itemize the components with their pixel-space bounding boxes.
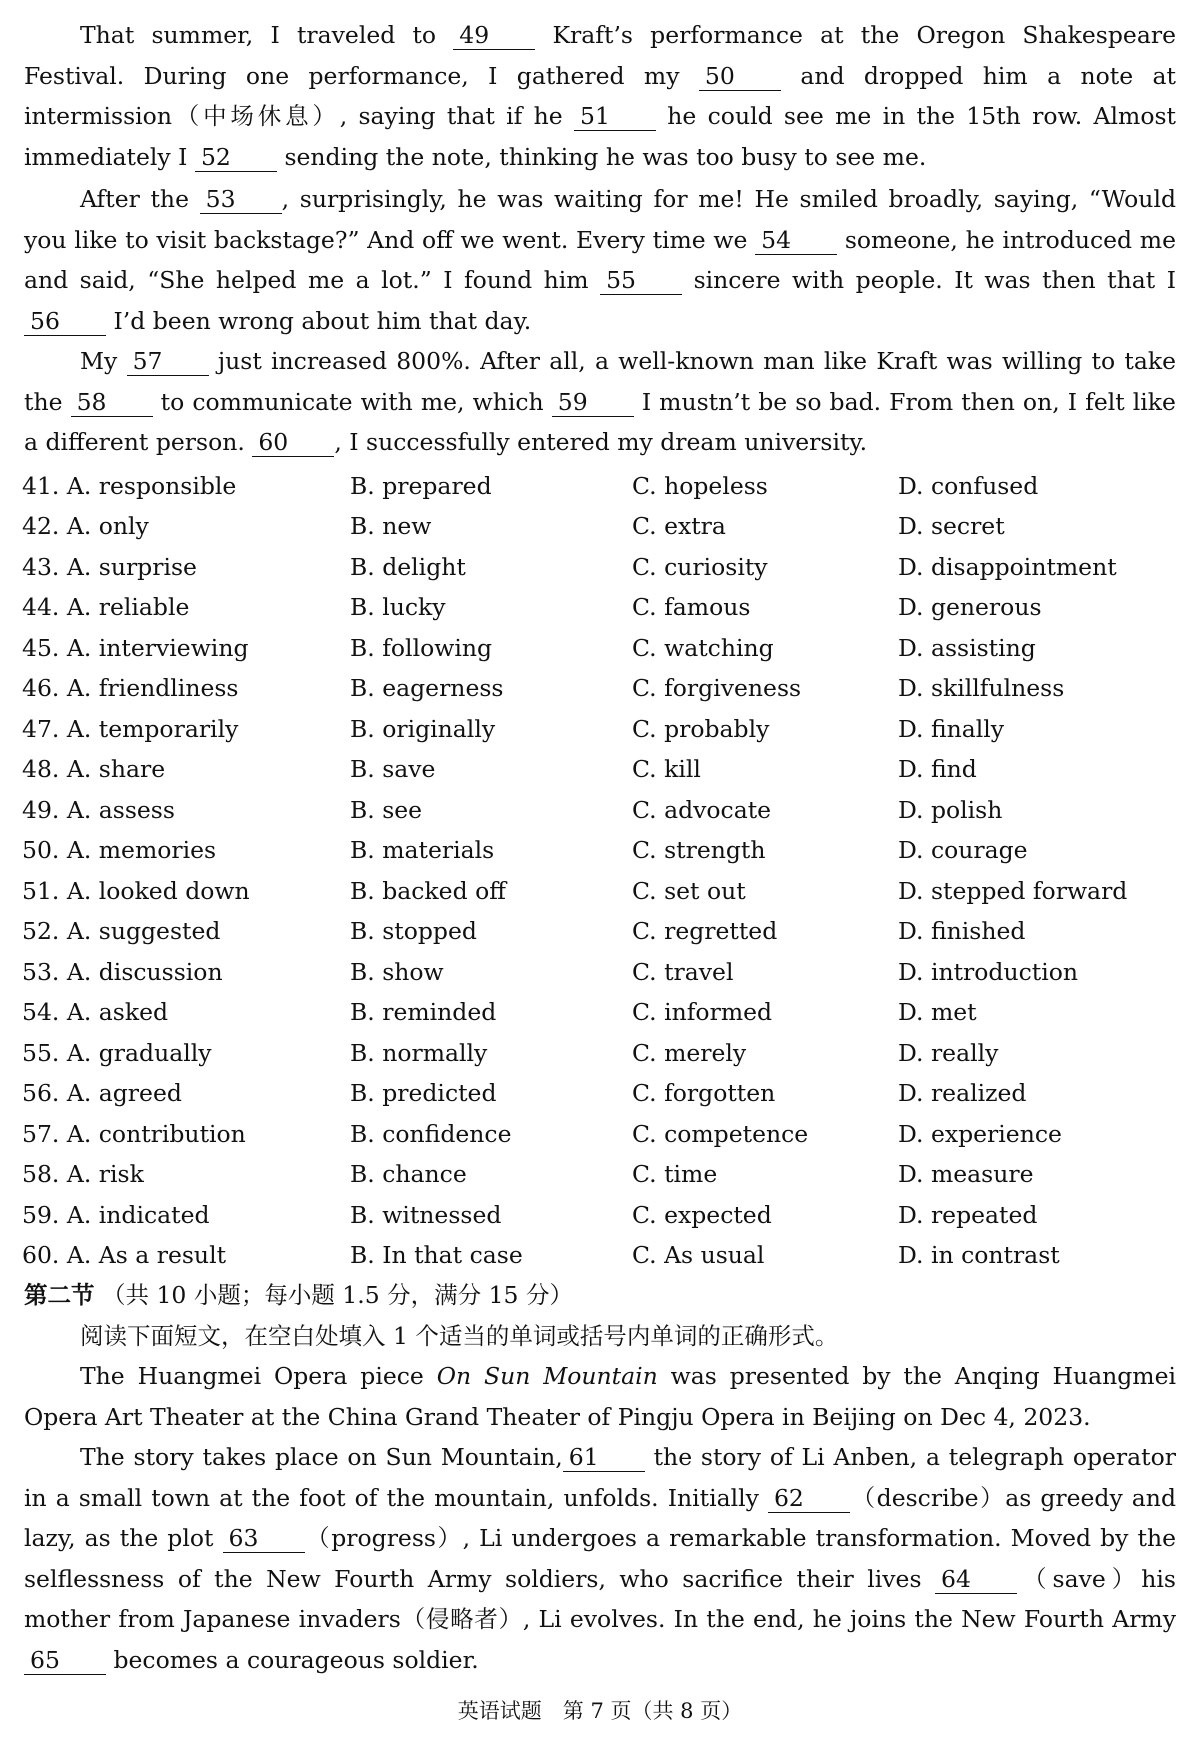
option-b: B. following xyxy=(350,634,493,662)
option-a: 52. A. suggested xyxy=(22,917,221,945)
option-row-53 xyxy=(22,952,1172,992)
option-row-60 xyxy=(22,1235,1172,1275)
text: I mustn’t be so bad. From then on, I felt like a different person. xyxy=(24,387,1176,456)
option-d: D. confused xyxy=(898,472,1039,500)
text: , surprisingly, he was waiting for me! He smiled broadly, saying, “Would you like to visit backstage?” And off we went. Every time we xyxy=(24,185,1176,254)
blank-50: 50 xyxy=(699,62,781,91)
option-b: B. reminded xyxy=(350,998,497,1026)
option-a: 53. A. discussion xyxy=(22,958,223,986)
option-row-54 xyxy=(22,992,1172,1032)
text: , I successfully entered my dream university. xyxy=(334,428,868,456)
option-b: B. predicted xyxy=(350,1079,497,1107)
option-d: D. measure xyxy=(898,1160,1034,1188)
option-b: B. In that case xyxy=(350,1241,523,1269)
option-c: C. strength xyxy=(632,836,766,864)
blank-62: 62 xyxy=(768,1484,850,1513)
option-row-46 xyxy=(22,668,1172,708)
blank-58: 58 xyxy=(71,388,153,417)
option-d: D. courage xyxy=(898,836,1028,864)
blank-55: 55 xyxy=(600,266,682,295)
option-b: B. confidence xyxy=(350,1120,512,1148)
text: After the xyxy=(80,185,189,213)
option-row-56 xyxy=(22,1073,1172,1113)
blank-51: 51 xyxy=(574,102,656,131)
option-b: B. lucky xyxy=(350,593,446,621)
option-row-47 xyxy=(22,709,1172,749)
option-d: D. finally xyxy=(898,715,1005,743)
option-a: 44. A. reliable xyxy=(22,593,190,621)
option-c: C. famous xyxy=(632,593,751,621)
option-c: C. As usual xyxy=(632,1241,765,1269)
option-a: 42. A. only xyxy=(22,512,149,540)
option-b: B. normally xyxy=(350,1039,488,1067)
option-row-49 xyxy=(22,790,1172,830)
option-c: C. expected xyxy=(632,1201,772,1229)
text: Kraft’s performance at the Oregon Shakespeare Festival. During one performance, I gathered my xyxy=(24,21,1176,90)
passage2-paragraph1 xyxy=(24,1356,1176,1437)
text: （progress）, Li undergoes a remarkable transformation. Moved by the selflessness of the New Fourth Army soldiers, who sacrifice their lives xyxy=(24,1524,1176,1593)
option-c: C. extra xyxy=(632,512,726,540)
blank-54: 54 xyxy=(755,226,837,255)
blank-63: 63 xyxy=(223,1524,305,1553)
option-row-59 xyxy=(22,1195,1172,1235)
text: was presented by the Anqing Huangmei Opera Art Theater at the China Grand Theater of Pingju Opera in Beijing on Dec 4, 2023. xyxy=(24,1362,1176,1431)
option-b: B. witnessed xyxy=(350,1201,502,1229)
blank-53: 53 xyxy=(200,185,282,214)
option-c: C. forgiveness xyxy=(632,674,802,702)
option-c: C. hopeless xyxy=(632,472,768,500)
option-b: B. prepared xyxy=(350,472,492,500)
passage2-paragraph2 xyxy=(24,1437,1176,1680)
option-b: B. new xyxy=(350,512,432,540)
blank-57: 57 xyxy=(127,347,209,376)
blank-60: 60 xyxy=(252,428,334,457)
option-a: 46. A. friendliness xyxy=(22,674,239,702)
option-b: B. save xyxy=(350,755,436,783)
text: That summer, I traveled to xyxy=(80,21,437,49)
option-c: C. set out xyxy=(632,877,746,905)
text: just increased 800%. After all, a well-known man like Kraft was willing to take the xyxy=(24,347,1176,416)
option-b: B. originally xyxy=(350,715,496,743)
option-a: 57. A. contribution xyxy=(22,1120,246,1148)
blank-65: 65 xyxy=(24,1646,106,1675)
option-b: B. delight xyxy=(350,553,466,581)
option-c: C. watching xyxy=(632,634,774,662)
option-c: C. travel xyxy=(632,958,734,986)
option-row-41 xyxy=(22,466,1172,506)
option-row-44 xyxy=(22,587,1172,627)
option-a: 55. A. gradually xyxy=(22,1039,212,1067)
text: I’d been wrong about him that day. xyxy=(113,306,532,335)
blank-56: 56 xyxy=(24,307,106,336)
option-c: C. curiosity xyxy=(632,553,768,581)
text: he could see me in the 15th row. Almost immediately I xyxy=(24,102,1176,171)
text: and dropped him a note at intermission（中场休息）, saying that if he xyxy=(24,61,1176,130)
option-d: D. really xyxy=(898,1039,999,1067)
option-d: D. introduction xyxy=(898,958,1079,986)
text: sincere with people. It was then that I xyxy=(693,266,1176,294)
option-a: 54. A. asked xyxy=(22,998,169,1026)
text: the story of Li Anben, a telegraph operator in a small town at the foot of the mountain, unfolds. Initially xyxy=(24,1443,1176,1512)
option-c: C. merely xyxy=(632,1039,747,1067)
option-a: 41. A. responsible xyxy=(22,472,237,500)
option-d: D. realized xyxy=(898,1079,1027,1107)
option-row-51 xyxy=(22,871,1172,911)
option-d: D. disappointment xyxy=(898,553,1117,581)
option-a: 58. A. risk xyxy=(22,1160,144,1188)
option-d: D. experience xyxy=(898,1120,1062,1148)
blank-52: 52 xyxy=(195,143,277,172)
option-row-58 xyxy=(22,1154,1172,1194)
option-c: C. kill xyxy=(632,755,701,783)
text: （describe）as greedy and lazy, as the plot xyxy=(24,1483,1176,1552)
option-d: D. skillfulness xyxy=(898,674,1065,702)
option-a: 60. A. As a result xyxy=(22,1241,227,1269)
passage1-paragraph1 xyxy=(24,15,1176,177)
option-c: C. competence xyxy=(632,1120,809,1148)
option-d: D. secret xyxy=(898,512,1005,540)
option-d: D. polish xyxy=(898,796,1003,824)
option-b: B. show xyxy=(350,958,444,986)
text: sending the note, thinking he was too busy to see me. xyxy=(284,142,927,171)
text: （save）his mother from Japanese invaders（侵略者）, Li evolves. In the end, he joins the New Fourth Army xyxy=(24,1564,1176,1633)
option-row-50 xyxy=(22,830,1172,870)
option-row-48 xyxy=(22,749,1172,789)
option-d: D. repeated xyxy=(898,1201,1038,1229)
text: The story takes place on Sun Mountain, xyxy=(80,1443,563,1471)
option-c: C. advocate xyxy=(632,796,772,824)
option-row-45 xyxy=(22,628,1172,668)
option-c: C. probably xyxy=(632,715,770,743)
option-a: 48. A. share xyxy=(22,755,166,783)
option-b: B. materials xyxy=(350,836,495,864)
text: The Huangmei Opera piece xyxy=(80,1362,424,1390)
option-d: D. generous xyxy=(898,593,1042,621)
option-row-52 xyxy=(22,911,1172,951)
option-d: D. find xyxy=(898,755,977,783)
option-c: C. informed xyxy=(632,998,773,1026)
option-d: D. assisting xyxy=(898,634,1036,662)
opera-title: On Sun Mountain xyxy=(436,1362,658,1390)
option-a: 43. A. surprise xyxy=(22,553,197,581)
option-c: C. time xyxy=(632,1160,718,1188)
option-b: B. backed off xyxy=(350,877,506,905)
text: to communicate with me, which xyxy=(160,387,544,416)
section2-heading xyxy=(24,1275,573,1315)
option-c: C. forgotten xyxy=(632,1079,776,1107)
option-row-42 xyxy=(22,506,1172,546)
option-b: B. stopped xyxy=(350,917,477,945)
option-row-43 xyxy=(22,547,1172,587)
option-a: 50. A. memories xyxy=(22,836,217,864)
option-d: D. stepped forward xyxy=(898,877,1128,905)
blank-64: 64 xyxy=(935,1565,1017,1594)
option-b: B. chance xyxy=(350,1160,467,1188)
option-row-55 xyxy=(22,1033,1172,1073)
option-b: B. eagerness xyxy=(350,674,504,702)
option-a: 51. A. looked down xyxy=(22,877,250,905)
blank-49: 49 xyxy=(453,21,535,50)
section-title: 第二节 xyxy=(24,1281,95,1309)
option-d: D. met xyxy=(898,998,977,1026)
passage1-paragraph2 xyxy=(24,179,1176,341)
section2-instruction: 阅读下面短文，在空白处填入 1 个适当的单词或括号内单词的正确形式。 xyxy=(80,1322,839,1350)
text: becomes a courageous soldier. xyxy=(113,1645,479,1674)
option-d: D. in contrast xyxy=(898,1241,1060,1269)
option-a: 49. A. assess xyxy=(22,796,175,824)
option-row-57 xyxy=(22,1114,1172,1154)
page-footer: 英语试题 第 7 页（共 8 页） xyxy=(457,1699,743,1723)
blank-59: 59 xyxy=(552,388,634,417)
option-a: 56. A. agreed xyxy=(22,1079,182,1107)
text: My xyxy=(80,347,118,375)
passage1-paragraph3 xyxy=(24,341,1176,463)
blank-61: 61 xyxy=(563,1443,645,1472)
section-note: （共 10 小题；每小题 1.5 分，满分 15 分） xyxy=(101,1281,573,1309)
option-c: C. regretted xyxy=(632,917,778,945)
option-a: 47. A. temporarily xyxy=(22,715,239,743)
option-a: 59. A. indicated xyxy=(22,1201,210,1229)
option-d: D. finished xyxy=(898,917,1026,945)
text: someone, he introduced me and said, “She helped me a lot.” I found him xyxy=(24,225,1176,294)
option-a: 45. A. interviewing xyxy=(22,634,249,662)
option-b: B. see xyxy=(350,796,423,824)
